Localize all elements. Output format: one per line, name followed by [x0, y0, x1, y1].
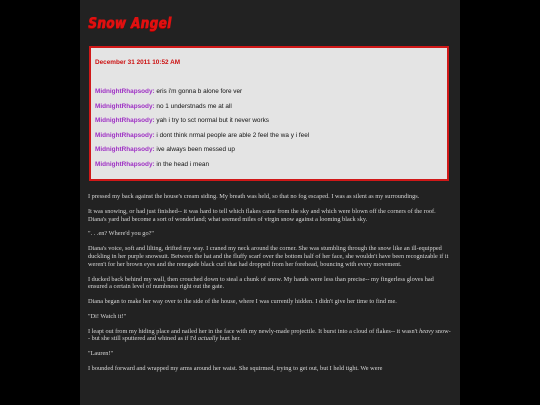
- chat-text: no 1 understnads me at all: [156, 102, 232, 110]
- story-title: Snow Angel: [88, 14, 172, 32]
- chat-text: eris i'm gonna b alone fore ver: [156, 88, 243, 95]
- chat-text: i dont think nrmal people are able 2 feel the wa y i feel: [156, 131, 310, 139]
- chat-username: MidnightRhapsody:: [95, 160, 155, 168]
- story-paragraph: Diana began to make her way over to the side of the house, where I was currently hidden. I didn't give her time to find me.: [88, 298, 397, 306]
- story-paragraph: I pressed my back against the house's cream siding. My breath was held, so that no fog escaped. I was as silent as my surroundings.: [88, 193, 420, 200]
- chat-message: [95, 161, 447, 176]
- chat-text: in the head i mean: [156, 160, 210, 168]
- chat-date: December 31 2011 10:52 AM: [95, 59, 181, 66]
- story-body: [88, 193, 452, 380]
- story-paragraph: ". . .en? Where'd you go?": [88, 230, 154, 238]
- story-paragraph: I ducked back behind my wall, then crouched down to steal a chunk of snow. My hands were less than precise-- my fingerless gloves had ensured a certain level of numbness right out the gate.: [88, 275, 434, 291]
- chat-username: MidnightRhapsody:: [95, 102, 155, 110]
- chat-log-box: [89, 46, 449, 181]
- chat-message: [95, 146, 447, 161]
- chat-message: [95, 88, 447, 103]
- story-text: I leapt out from my hiding place and nailed her in the face with my newly-made projectile. It burst into a cloud of flakes-- it wasn't: [88, 327, 420, 335]
- story-paragraph: "Di! Watch it!": [88, 312, 127, 320]
- story-text: snow-- but she still sputtered and whined as if I'd: [88, 327, 451, 343]
- story-paragraph: [88, 328, 452, 344]
- story-emphasis: actually: [197, 335, 219, 343]
- story-paragraph: I bounded forward and wrapped my arms around her waist. She squirmed, trying to get out, but I held tight. We were: [88, 364, 383, 372]
- story-paragraph: Diana's voice, soft and lilting, drifted my way. I craned my neck around the corner. She was stumbling through the snow like an ill-equipped duckling in her purple snowsuit. Between the hat and the fluffy scarf over the bottom half of her face, she wouldn't have been recognizable if it weren't for her brown eyes and the renegade black curl that had dropped from her forehead, bouncing with every movement.: [88, 245, 449, 268]
- chat-message: [95, 132, 447, 147]
- chat-message: [95, 117, 447, 132]
- story-text: hurt her.: [218, 335, 241, 343]
- page-column: [80, 0, 460, 405]
- story-emphasis: heavy: [419, 327, 434, 335]
- chat-username: MidnightRhapsody:: [95, 131, 155, 139]
- story-paragraph: It was snowing, or had just finished-- it was hard to tell which flakes came from the sky and which were blown off the corners of the roof. Diana's yard had become a sort of wonderland; what seemed miles of virgin snow against a looming black sky.: [88, 207, 436, 223]
- chat-text: yah i try to sct normal but it never works: [156, 117, 270, 124]
- chat-message: [95, 103, 447, 118]
- chat-text: ive always been messed up: [156, 146, 235, 153]
- chat-username: MidnightRhapsody:: [95, 146, 155, 153]
- story-paragraph: "Lauren!": [88, 350, 114, 358]
- chat-username: MidnightRhapsody:: [95, 88, 155, 95]
- chat-username: MidnightRhapsody:: [95, 117, 155, 124]
